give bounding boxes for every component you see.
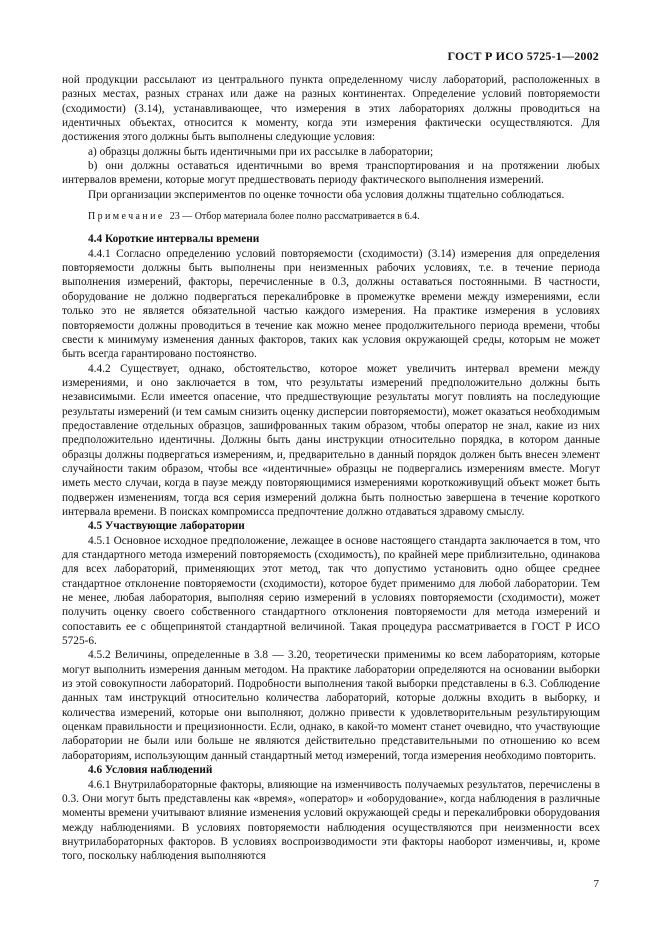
section-heading-4-5: 4.5 Участвующие лаборатории: [88, 520, 245, 533]
page-body: [62, 73, 600, 864]
paragraph-4-6-1: 4.6.1 Внутрилабораторные факторы, влияющие на изменчивость получаемых результатов, перечислены в 0.3. Они могут быть представлены как «время», «оператор» и «оборудование», когда наблюдения в различные моменты времени учитывают влияние изменения условий окружающей среды и перекалибровки оборудования между наблюдениями. В условиях повторяемости наблюдения осуществляются при неизменности всех внутрилабораторных факторов. В условиях воспроизводимости эти факторы наоборот изменчивы, и, кроме того, поскольку наблюдения выполняются: [62, 778, 600, 863]
paragraph-4-5-1: 4.5.1 Основное исходное предположение, лежащее в основе настоящего стандарта заключается в том, что для стандартного метода измерений повторяемость (сходимость), по крайней мере приблизительно, одинакова для всех лабораторий, применяющих этот метод, так что допустимо установить одно общее среднее стандартное отклонение повторяемости (сходимости), которое будет применимо для любой лаборатории. Тем не менее, любая лаборатория, выполняя серию измерений в условиях повторяемости (сходимости), может получить оценку своего собственного стандартного отклонения повторяемости для метода измерений и сопоставить ее с общепринятой стандартной величиной. Такая процедура рассматривается в ГОСТ Р ИСО 5725-6.: [62, 534, 600, 648]
paragraph-4-4-1: 4.4.1 Согласно определению условий повторяемости (сходимости) (3.14) измерения для определения повторяемости должны быть выполнены при неизменных рабочих условиях, т.е. в течение периода выполнения измерений, факторы, перечисленные в 0.3, должны оставаться постоянными. В частности, оборудование не должно подвергаться перекалибровке в промежутке времени между измерениями, если только это не является обязательной частью каждого измерения. На практике измерения в условиях повторяемости должны проводиться в течение как можно менее продолжительного периода времени, чтобы свести к минимуму изменения данных факторов, таких как условия окружающей среды, которым не может быть всегда гарантировано постоянство.: [62, 247, 600, 361]
paragraph-4-4-2: 4.4.2 Существует, однако, обстоятельство, которое может увеличить интервал времени между измерениями, и оно заключается в том, что результаты измерений предположительно должны быть независимыми. Если имеется опасение, что предшествующие результаты могут повлиять на последующие результаты измерений (и тем самым снизить оценку дисперсии повторяемости), может оказаться необходимым предоставление отдельных образцов, зашифрованных таким образом, чтобы оператор не знал, какие из них предположительно идентичны. Должны быть даны инструкции относительно порядка, в котором данные образцы должны подвергаться измерениям, и, предварительно в данный порядок должен быть внесен элемент случайности таким образом, чтобы все «идентичные» образцы не подвергались измерениям вместе. Могут иметь место случаи, когда в паузе между повторяющимися измерениями короткоживущий объект может быть подвержен изменениям, тогда вся серия измерений должна быть полностью завершена в течение короткого интервала времени. В поисках компромисса предпочтение должно отдаваться здравому смыслу.: [62, 362, 600, 518]
paragraph-conditions: При организации экспериментов по оценке точности оба условия должны тщательно соблюдаться.: [88, 188, 565, 201]
paragraph-4-5-2: 4.5.2 Величины, определенные в 3.8 — 3.20, теоретически применимы ко всем лабораториям, которые могут выполнить измерения данным методом. На практике лаборатории определяются на основании выборки из этой совокупности лабораторий. Подробности выполнения такой выборки представлены в 6.3. Соблюдение данных там инструкций относительно количества лабораторий, которые должны входить в выборку, и количества измерений, которые они выполняют, должно привести к удовлетворительным результирующим оценкам правильности и прецизионности. Если, однако, в какой-то момент станет очевидно, что участвующие лаборатории не были или больше не являются действительно представительными по отношению ко всем лабораториям, использующим данный стандартный метод измерений, тогда измерения необходимо повторить.: [62, 649, 600, 762]
list-item-b: b) они должны оставаться идентичными во время транспортирования и на протяжении любых интервалов времени, которые могут предшествовать периоду фактического выполнения измерений.: [62, 160, 600, 187]
note-text: 23 — Отбор материала более полно рассматривается в 6.4.: [169, 211, 420, 223]
section-heading-4-6: 4.6 Условия наблюдений: [88, 764, 213, 777]
standard-header: ГОСТ Р ИСО 5725-1—2002: [447, 49, 599, 63]
page-number: 7: [593, 878, 599, 890]
paragraph-continuation: ной продукции рассылают из центрального пункта определенному числу лабораторий, расположенных в разных местах, разных странах или даже на разных континентах. Определение условий повторяемости (сходимости) (3.14), устанавливающее, что измерения в этих лабораториях должны проводиться на идентичных объектах, относится к моменту, когда эти измерения фактически осуществляются. Для достижения этого должны быть выполнены следующие условия:: [62, 74, 600, 144]
note-label: Примечание: [88, 211, 165, 223]
list-item-a: a) образцы должны быть идентичными при их рассылке в лаборатории;: [88, 145, 434, 158]
note-23: [62, 210, 600, 224]
section-heading-4-4: 4.4 Короткие интервалы времени: [88, 233, 260, 246]
